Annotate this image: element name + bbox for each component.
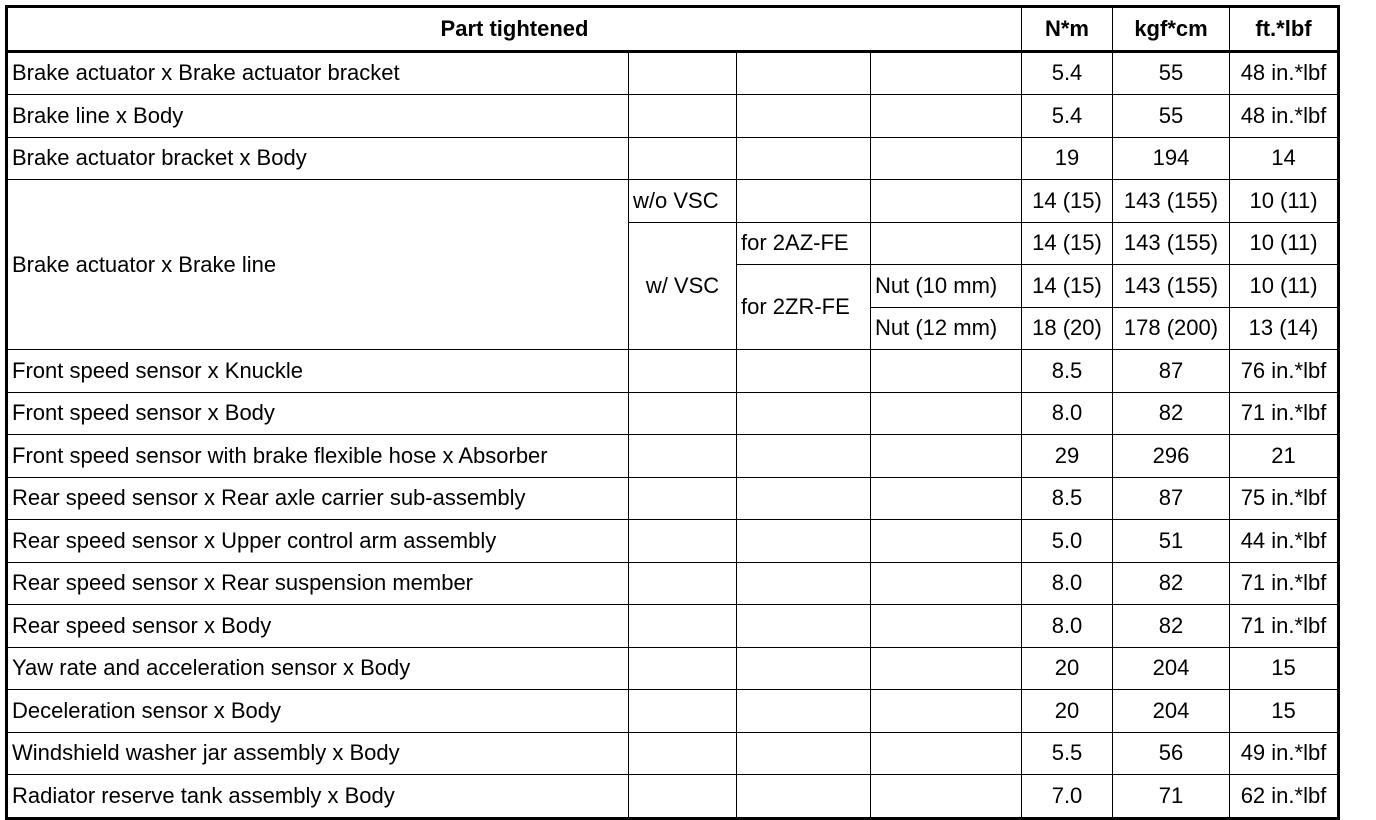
ftlbf-cell: 10 (11) [1230,222,1339,265]
ftlbf-cell: 48 in.*lbf [1230,95,1339,138]
empty-cell [737,605,871,648]
nm-cell: 8.0 [1022,605,1113,648]
empty-cell [737,732,871,775]
empty-cell [737,180,871,223]
nm-cell: 5.4 [1022,95,1113,138]
kgfcm-cell: 51 [1113,520,1230,563]
empty-cell [737,775,871,819]
nm-cell: 8.5 [1022,350,1113,393]
kgfcm-cell: 296 [1113,435,1230,478]
ftlbf-cell: 15 [1230,647,1339,690]
nm-cell: 5.4 [1022,51,1113,95]
empty-cell [871,222,1022,265]
empty-cell [737,690,871,733]
part-cell: Yaw rate and acceleration sensor x Body [7,647,629,690]
part-cell: Front speed sensor x Body [7,392,629,435]
table-row [7,435,1339,478]
condition-nut-12mm: Nut (12 mm) [871,307,1022,350]
kgfcm-cell: 143 (155) [1113,222,1230,265]
table-row [7,137,1339,180]
ftlbf-cell: 13 (14) [1230,307,1339,350]
header-part-tightened: Part tightened [7,7,1022,52]
part-cell: Rear speed sensor x Rear suspension member [7,562,629,605]
empty-cell [629,350,737,393]
torque-spec-table [5,5,1340,820]
table-row [7,562,1339,605]
empty-cell [629,775,737,819]
nm-cell: 5.0 [1022,520,1113,563]
nm-cell: 20 [1022,690,1113,733]
empty-cell [871,477,1022,520]
table-row [7,520,1339,563]
ftlbf-cell: 49 in.*lbf [1230,732,1339,775]
empty-cell [629,605,737,648]
ftlbf-cell: 75 in.*lbf [1230,477,1339,520]
ftlbf-cell: 10 (11) [1230,180,1339,223]
empty-cell [871,137,1022,180]
table-row [7,350,1339,393]
ftlbf-cell: 44 in.*lbf [1230,520,1339,563]
empty-cell [871,350,1022,393]
empty-cell [629,435,737,478]
empty-cell [629,137,737,180]
empty-cell [871,51,1022,95]
kgfcm-cell: 87 [1113,350,1230,393]
nm-cell: 14 (15) [1022,265,1113,308]
condition-w-vsc: w/ VSC [629,222,737,350]
empty-cell [871,435,1022,478]
kgfcm-cell: 82 [1113,562,1230,605]
empty-cell [871,647,1022,690]
kgfcm-cell: 194 [1113,137,1230,180]
empty-cell [629,477,737,520]
kgfcm-cell: 204 [1113,647,1230,690]
part-cell: Rear speed sensor x Body [7,605,629,648]
nm-cell: 7.0 [1022,775,1113,819]
table-row [7,775,1339,819]
empty-cell [871,775,1022,819]
empty-cell [737,137,871,180]
ftlbf-cell: 48 in.*lbf [1230,51,1339,95]
header-kgfcm: kgf*cm [1113,7,1230,52]
kgfcm-cell: 87 [1113,477,1230,520]
empty-cell [629,690,737,733]
empty-cell [871,690,1022,733]
nm-cell: 18 (20) [1022,307,1113,350]
header-ftlbf: ft.*lbf [1230,7,1339,52]
table-row [7,51,1339,95]
empty-cell [629,51,737,95]
empty-cell [737,520,871,563]
condition-2zr-fe: for 2ZR-FE [737,265,871,350]
empty-cell [629,732,737,775]
ftlbf-cell: 21 [1230,435,1339,478]
ftlbf-cell: 76 in.*lbf [1230,350,1339,393]
header-nm: N*m [1022,7,1113,52]
part-cell: Brake actuator bracket x Body [7,137,629,180]
empty-cell [629,95,737,138]
part-cell: Front speed sensor with brake flexible hose x Absorber [7,435,629,478]
empty-cell [871,392,1022,435]
part-cell: Brake line x Body [7,95,629,138]
table-row [7,732,1339,775]
kgfcm-cell: 55 [1113,95,1230,138]
nm-cell: 14 (15) [1022,222,1113,265]
empty-cell [629,392,737,435]
empty-cell [737,51,871,95]
empty-cell [871,95,1022,138]
part-cell: Radiator reserve tank assembly x Body [7,775,629,819]
table-row [7,477,1339,520]
kgfcm-cell: 56 [1113,732,1230,775]
empty-cell [737,95,871,138]
table-row [7,95,1339,138]
kgfcm-cell: 143 (155) [1113,265,1230,308]
ftlbf-cell: 15 [1230,690,1339,733]
part-cell: Rear speed sensor x Rear axle carrier sub-assembly [7,477,629,520]
empty-cell [871,180,1022,223]
kgfcm-cell: 204 [1113,690,1230,733]
table-row [7,180,1339,223]
empty-cell [737,435,871,478]
empty-cell [737,477,871,520]
part-cell: Brake actuator x Brake actuator bracket [7,51,629,95]
ftlbf-cell: 62 in.*lbf [1230,775,1339,819]
nm-cell: 20 [1022,647,1113,690]
nm-cell: 19 [1022,137,1113,180]
ftlbf-cell: 10 (11) [1230,265,1339,308]
empty-cell [737,647,871,690]
part-cell: Rear speed sensor x Upper control arm assembly [7,520,629,563]
empty-cell [629,647,737,690]
empty-cell [871,732,1022,775]
ftlbf-cell: 71 in.*lbf [1230,562,1339,605]
empty-cell [871,605,1022,648]
ftlbf-cell: 71 in.*lbf [1230,392,1339,435]
table-row [7,605,1339,648]
table-row [7,690,1339,733]
empty-cell [629,562,737,605]
nm-cell: 8.0 [1022,562,1113,605]
nm-cell: 14 (15) [1022,180,1113,223]
part-cell: Front speed sensor x Knuckle [7,350,629,393]
empty-cell [871,562,1022,605]
nm-cell: 8.0 [1022,392,1113,435]
empty-cell [737,350,871,393]
table-row [7,647,1339,690]
condition-nut-10mm: Nut (10 mm) [871,265,1022,308]
table-header-row [7,7,1339,52]
empty-cell [629,520,737,563]
ftlbf-cell: 14 [1230,137,1339,180]
empty-cell [871,520,1022,563]
condition-wo-vsc: w/o VSC [629,180,737,223]
kgfcm-cell: 55 [1113,51,1230,95]
kgfcm-cell: 82 [1113,392,1230,435]
part-cell: Deceleration sensor x Body [7,690,629,733]
kgfcm-cell: 82 [1113,605,1230,648]
ftlbf-cell: 71 in.*lbf [1230,605,1339,648]
nm-cell: 8.5 [1022,477,1113,520]
nm-cell: 29 [1022,435,1113,478]
kgfcm-cell: 143 (155) [1113,180,1230,223]
nm-cell: 5.5 [1022,732,1113,775]
condition-2az-fe: for 2AZ-FE [737,222,871,265]
kgfcm-cell: 71 [1113,775,1230,819]
kgfcm-cell: 178 (200) [1113,307,1230,350]
part-cell: Windshield washer jar assembly x Body [7,732,629,775]
empty-cell [737,392,871,435]
part-cell: Brake actuator x Brake line [7,180,629,350]
table-row [7,392,1339,435]
empty-cell [737,562,871,605]
